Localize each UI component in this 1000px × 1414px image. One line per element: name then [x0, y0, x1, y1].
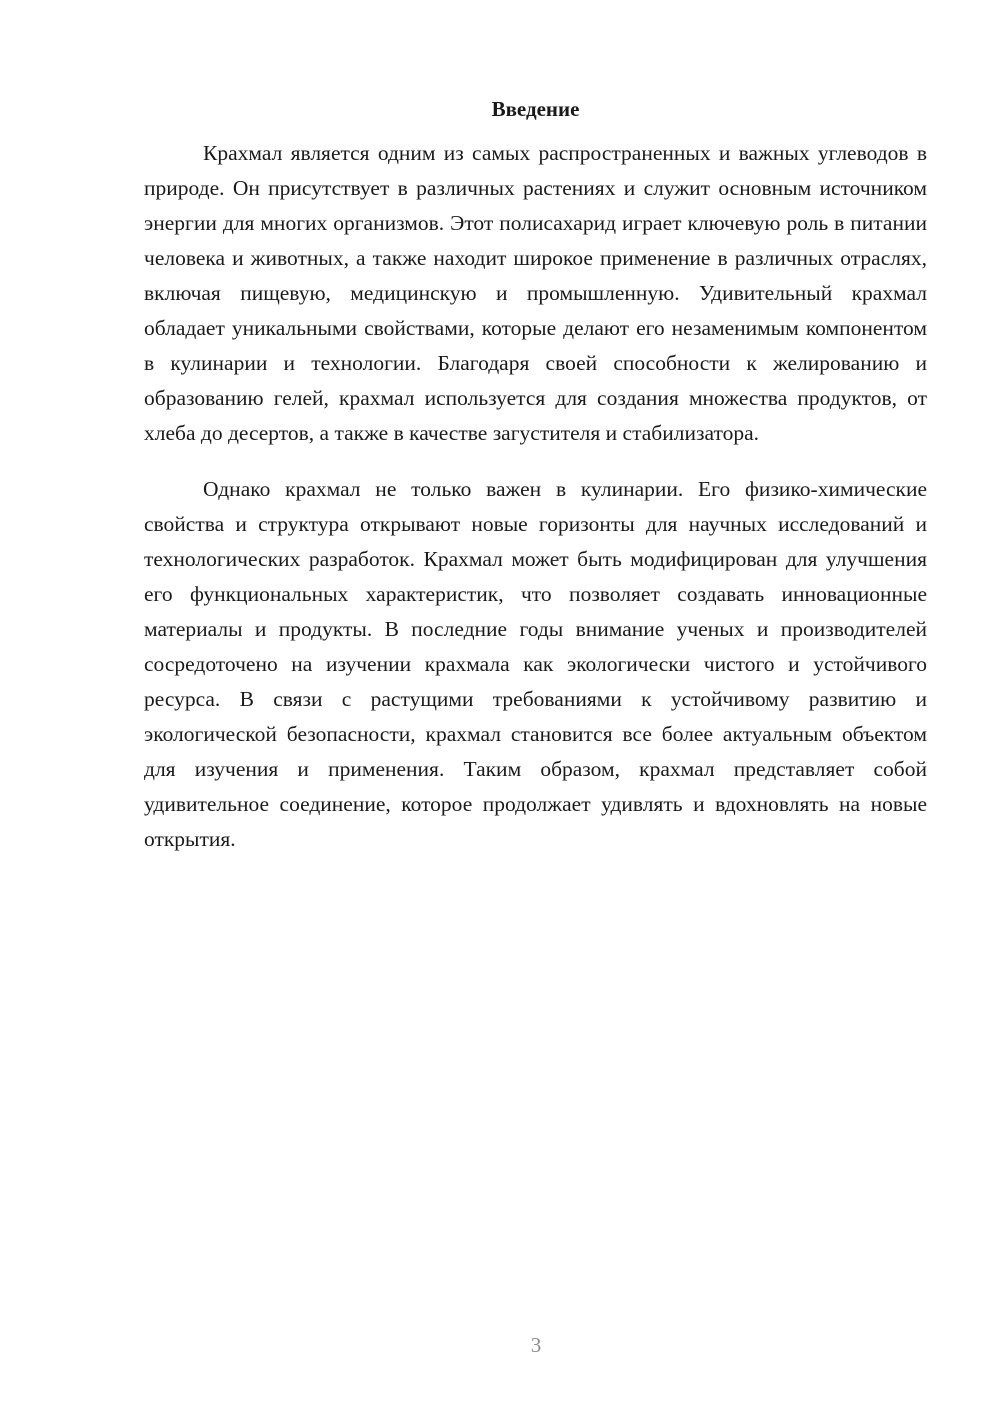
page-content [144, 92, 927, 857]
paragraph-2: Однако крахмал не только важен в кулинарии. Его физико-химические свойства и структура открывают новые горизонты для научных исследований и технологических разработок. Крахмал может быть модифицирован для улучшения его функциональных характеристик, что позволяет создавать инновационные материалы и продукты. В последние годы внимание ученых и производителей сосредоточено на изучении крахмала как экологически чистого и устойчивого ресурса. В связи с растущими требованиями к устойчивому развитию и экологической безопасности, крахмал становится все более актуальным объектом для изучения и применения. Таким образом, крахмал представляет собой удивительное соединение, которое продолжает удивлять и вдохновлять на новые открытия. [144, 477, 927, 851]
section-title: Введение [491, 97, 580, 121]
page-number: 3 [530, 1333, 542, 1357]
paragraph-1: Крахмал является одним из самых распространенных и важных углеводов в природе. Он присутствует в различных растениях и служит основным источником энергии для многих организмов. Этот полисахарид играет ключевую роль в питании человека и животных, а также находит широкое применение в различных отраслях, включая пищевую, медицинскую и промышленную. Удивительный крахмал обладает уникальными свойствами, которые делают его незаменимым компонентом в кулинарии и технологии. Благодаря своей способности к желированию и образованию гелей, крахмал используется для создания множества продуктов, от хлеба до десертов, а также в качестве загустителя и стабилизатора. [144, 141, 927, 445]
